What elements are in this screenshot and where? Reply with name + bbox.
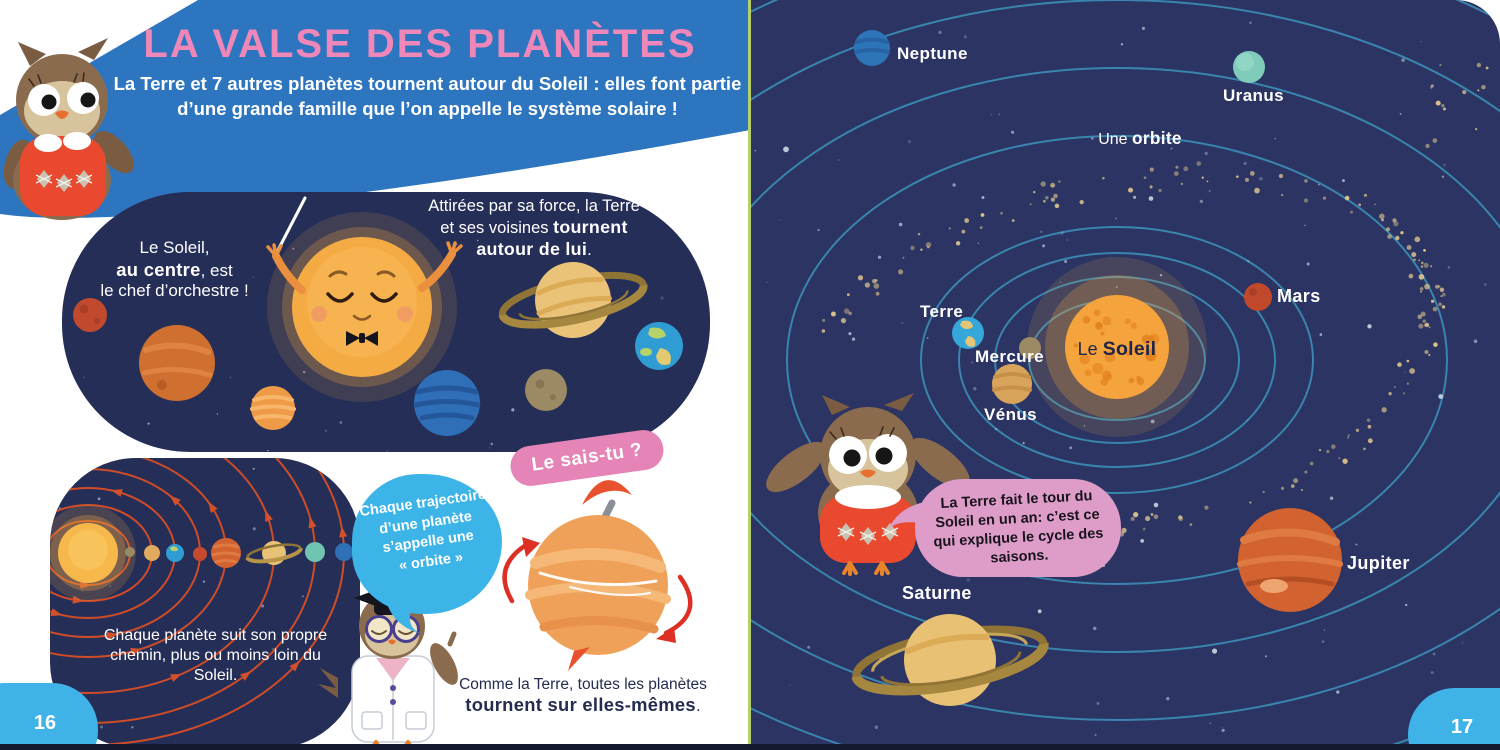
jupiter-illustration	[1238, 508, 1342, 612]
solar-system-diagram	[750, 0, 1500, 744]
mars-illustration	[1244, 283, 1272, 311]
neptune-illustration	[854, 30, 890, 66]
page-gutter	[748, 0, 751, 750]
speech-bubble-tail	[888, 497, 930, 533]
orbit-lines	[50, 458, 344, 744]
saturn-illustration	[245, 536, 302, 569]
mercury-illustration	[125, 547, 135, 557]
mars-illustration	[193, 547, 207, 561]
label-uranus: Uranus	[1223, 86, 1284, 105]
label-neptune: Neptune	[897, 44, 968, 63]
red-planet-illustration	[73, 298, 107, 332]
right-page	[750, 0, 1500, 744]
page-title: LA VALSE DES PLANÈTES	[143, 22, 697, 66]
uranus-illustration	[305, 542, 325, 562]
blue-planet-illustration	[414, 370, 480, 436]
earth-illustration	[635, 322, 683, 370]
speech-bubble-orbit	[352, 474, 502, 614]
label-mercure: Mercure	[975, 347, 1044, 366]
conductor-caption-right: Attirées par sa force, la Terre et ses voisines tournent autour de lui.	[428, 197, 640, 259]
rotation-note: Comme la Terre, toutes les planètes tournent sur elles-mêmes.	[459, 676, 707, 715]
speech-bubble-text: La Terre fait le tour du Soleil en un an: c’est ce qui explique le cycle des saisons.	[933, 488, 1104, 567]
left-page	[0, 0, 750, 744]
brown-planet-illustration	[525, 369, 567, 411]
label-soleil: Le Soleil	[1077, 338, 1157, 360]
page-number-right: 17	[1408, 688, 1500, 750]
squiggle-decoration	[46, 19, 60, 36]
spinning-planet-illustration	[478, 455, 718, 690]
venus-illustration	[992, 364, 1032, 404]
orbits-scene	[50, 458, 360, 744]
owl-mascot	[0, 12, 160, 237]
uranus-illustration	[1233, 51, 1265, 83]
label-terre: Terre	[920, 302, 964, 321]
earth-illustration	[166, 544, 184, 562]
label-jupiter: Jupiter	[1347, 553, 1410, 573]
sun-illustration	[50, 505, 136, 601]
venus-illustration	[144, 545, 160, 561]
striped-planet-illustration	[251, 386, 295, 430]
page-subtitle: La Terre et 7 autres planètes tournent autour du Soleil : elles font partie d’une grande famille que l’on appelle le système solaire !	[113, 73, 742, 119]
speech-bubble-text: Chaque trajectoire d’une planète s’appelle une « orbite »	[358, 486, 487, 574]
conductor-caption-left: Le Soleil, au centre, est le chef d’orchestre !	[100, 238, 249, 301]
label-saturne: Saturne	[902, 583, 972, 603]
did-you-know-label: Le sais-tu ?	[530, 439, 644, 476]
page-number-left: 16	[0, 683, 98, 750]
label-venus: Vénus	[984, 405, 1038, 424]
orbits-caption: Chaque planète suit son propre chemin, plus ou moins loin du Soleil.	[103, 627, 328, 684]
speech-bubble-seasons	[915, 479, 1121, 577]
speech-bubble-tail	[378, 600, 426, 640]
book-bottom-edge	[0, 744, 1500, 750]
neptune-illustration	[335, 543, 353, 561]
saturn-illustration	[495, 248, 652, 352]
saturn-illustration	[848, 598, 1051, 722]
label-orbit: Une orbite	[1098, 128, 1182, 148]
label-mars: Mars	[1277, 286, 1321, 306]
orange-planet-illustration	[139, 325, 215, 401]
jupiter-illustration	[211, 538, 241, 568]
planet-row	[125, 536, 353, 569]
